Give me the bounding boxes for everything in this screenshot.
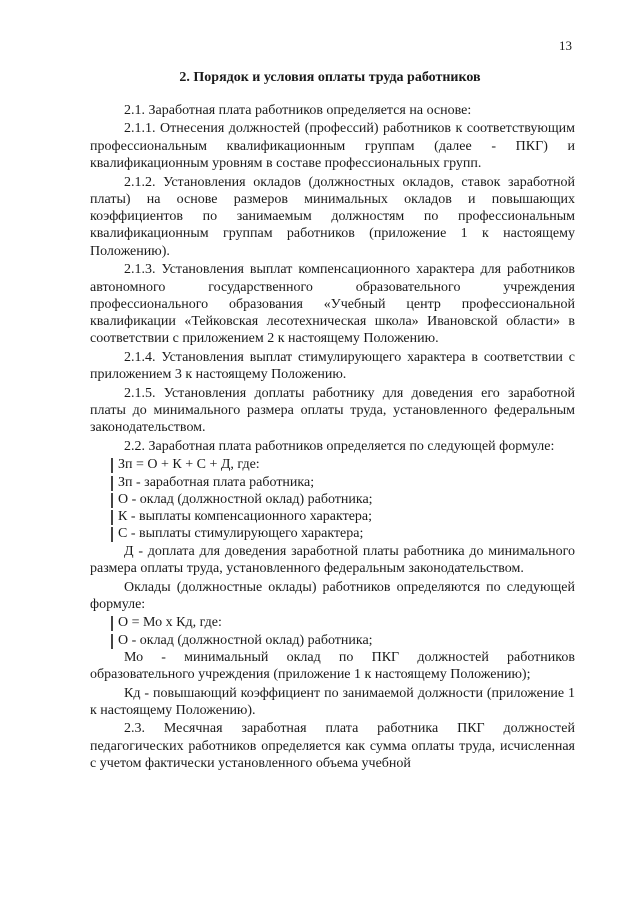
formula-def-s-text: С - выплаты стимулирующего характера;	[118, 526, 364, 542]
margin-bar-mark	[111, 527, 113, 542]
formula-salary	[90, 456, 575, 473]
paragraph-salary-formula-intro: Оклады (должностные оклады) работников определяются по следующей формуле:	[90, 579, 575, 612]
section-heading: 2. Порядок и условия оплаты труда работников	[179, 70, 481, 85]
formula-oklad	[90, 614, 575, 631]
paragraph-2-1-3: 2.1.3. Установления выплат компенсационного характера для работников автономного государственного образовательного учреждения профессионального образования «Учебный центр профессиональной квалификации «Тейковская лесотехническая школа» Ивановской области» в соответствии с приложением 2 к настоящему Положению.	[90, 262, 575, 347]
formula-def-k-text: К - выплаты компенсационного характера;	[118, 509, 373, 525]
margin-bar-mark	[111, 458, 113, 473]
paragraph-2-2: 2.2. Заработная плата работников определяется по следующей формуле:	[124, 438, 555, 454]
margin-bar-mark	[111, 634, 113, 649]
page-number: 13	[559, 38, 572, 53]
margin-bar-mark	[111, 616, 113, 631]
formula-oklad-text: О = Мо х Кд, где:	[118, 615, 222, 631]
formula-def-o-2-text: О - оклад (должностной оклад) работника;	[118, 632, 373, 648]
formula-def-o	[90, 491, 575, 508]
formula-def-o-2	[90, 632, 575, 649]
paragraph-2-3: 2.3. Месячная заработная плата работника ПКГ должностей педагогических работников определяется как сумма оплаты труда, исчисленная с учетом фактически установленного объема учебной	[90, 721, 575, 772]
formula-def-zp-text: Зп - заработная плата работника;	[118, 474, 315, 490]
paragraph-2-1-2: 2.1.2. Установления окладов (должностных окладов, ставок заработной платы) на основе размеров минимальных окладов и повышающих коэффициентов по занимаемым должностям по профессиональным квалификационным группам работников (приложение 1 к настоящему Положению).	[90, 174, 575, 259]
paragraph-def-kd: Кд - повышающий коэффициент по занимаемой должности (приложение 1 к настоящему Положению).	[90, 685, 575, 718]
paragraph-2-1-4: 2.1.4. Установления выплат стимулирующего характера в соответствии с приложением 3 к настоящему Положению.	[90, 349, 575, 383]
margin-bar-mark	[111, 510, 113, 525]
margin-bar-mark	[111, 476, 113, 491]
margin-bar-mark	[111, 493, 113, 508]
paragraph-2-1-5: 2.1.5. Установления доплаты работнику для доведения его заработной платы до минимального размера оплаты труда, установленного федеральным законодательством.	[90, 385, 575, 436]
formula-def-s	[90, 525, 575, 542]
formula-salary-text: Зп = О + К + С + Д, где:	[118, 457, 260, 473]
paragraph-2-1-1: 2.1.1. Отнесения должностей (профессий) работников к соответствующим профессиональным квалификационным группам (далее - ПКГ) и квалификационным уровням в составе профессиональных групп.	[90, 121, 575, 172]
paragraph-def-mo: Мо - минимальный оклад по ПКГ должностей работников образовательного учреждения (приложение 1 к настоящему Положению);	[90, 649, 575, 683]
document-body	[90, 102, 575, 774]
formula-def-zp	[90, 474, 575, 491]
paragraph-def-d: Д - доплата для доведения заработной платы работника до минимального размера оплаты труда, установленного федеральным законодательством.	[90, 543, 575, 577]
formula-def-o-text: О - оклад (должностной оклад) работника;	[118, 491, 373, 507]
formula-def-k	[90, 508, 575, 525]
paragraph-2-1: 2.1. Заработная плата работников определяется на основе:	[124, 103, 472, 118]
